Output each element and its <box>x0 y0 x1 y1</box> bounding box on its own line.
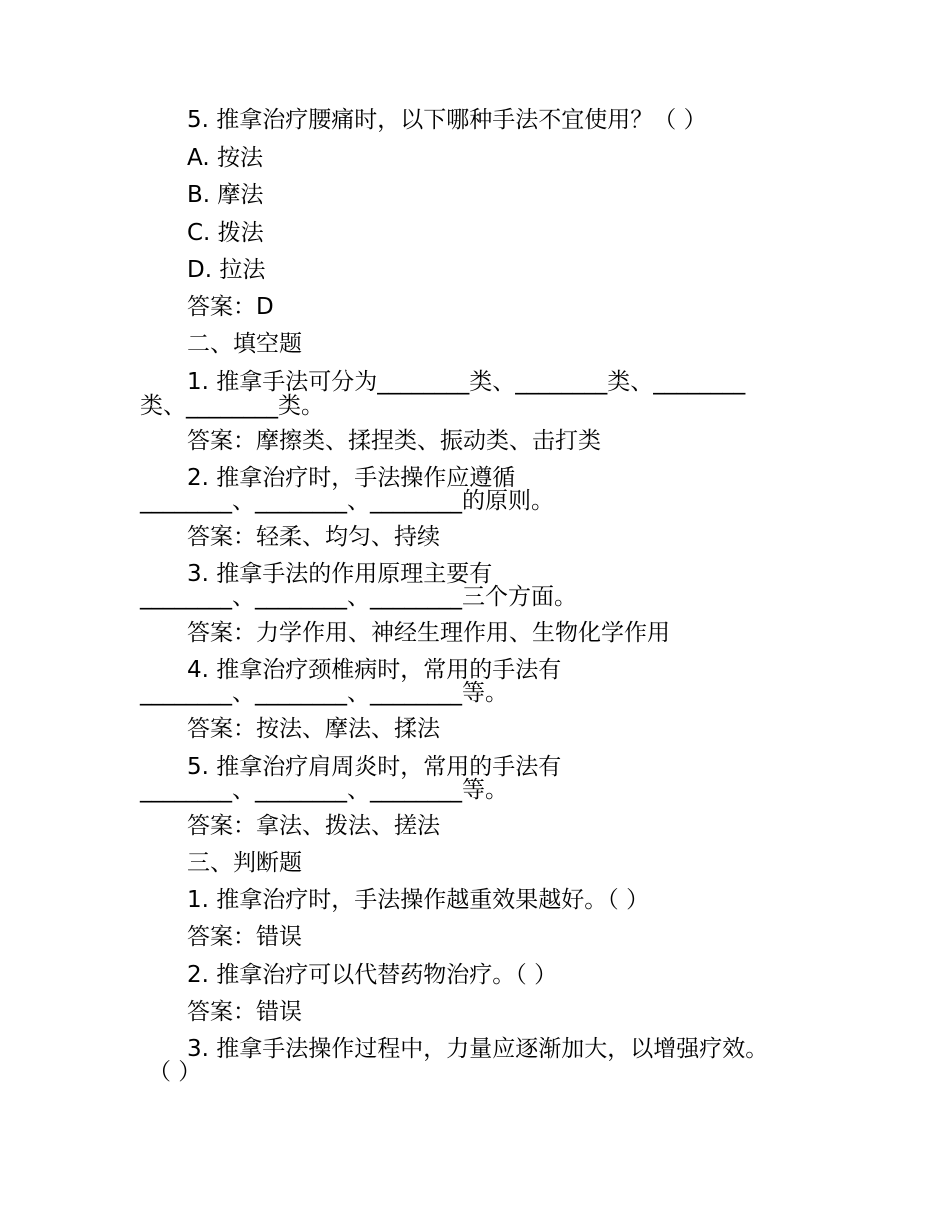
fill-answer-5: 答案：拿法、拨法、搓法 <box>187 813 440 839</box>
judge-answer-2: 答案：错误 <box>187 999 302 1025</box>
fill-question-5-line1: 5. 推拿治疗肩周炎时，常用的手法有 <box>187 754 562 780</box>
fill-question-2-line2: ________、________、________的原则。 <box>140 488 554 514</box>
judge-question-3-line2: （ ） <box>148 1059 202 1085</box>
fill-answer-3: 答案：力学作用、神经生理作用、生物化学作用 <box>187 620 670 646</box>
section-title-true-false: 三、判断题 <box>187 850 302 876</box>
judge-question-1: 1. 推拿治疗时，手法操作越重效果越好。（ ） <box>187 887 650 913</box>
option-d: D. 拉法 <box>187 257 266 283</box>
fill-question-3-line1: 3. 推拿手法的作用原理主要有 <box>187 561 493 587</box>
fill-question-4-line2: ________、________、________等。 <box>140 680 508 706</box>
fill-answer-4: 答案：按法、摩法、揉法 <box>187 716 440 742</box>
option-b: B. 摩法 <box>187 182 264 208</box>
fill-question-1-line1: 1. 推拿手法可分为________类、________类、________ <box>187 369 746 395</box>
fill-answer-1: 答案：摩擦类、揉捏类、振动类、击打类 <box>187 428 601 454</box>
option-a: A. 按法 <box>187 145 263 171</box>
fill-answer-2: 答案：轻柔、均匀、持续 <box>187 524 440 550</box>
section-title-fill-blank: 二、填空题 <box>187 331 302 357</box>
question-5-answer: 答案：D <box>187 294 274 320</box>
fill-question-3-line2: ________、________、________三个方面。 <box>140 584 577 610</box>
fill-question-4-line1: 4. 推拿治疗颈椎病时，常用的手法有 <box>187 657 562 683</box>
judge-question-3-line1: 3. 推拿手法操作过程中，力量应逐渐加大，以增强疗效。 <box>187 1036 769 1062</box>
fill-question-2-line1: 2. 推拿治疗时，手法操作应遵循 <box>187 465 516 491</box>
question-5: 5. 推拿治疗腰痛时，以下哪种手法不宜使用？（ ） <box>187 107 707 133</box>
fill-question-5-line2: ________、________、________等。 <box>140 777 508 803</box>
judge-answer-1: 答案：错误 <box>187 924 302 950</box>
fill-question-1-line2: 类、________类。 <box>140 393 324 419</box>
option-c: C. 拨法 <box>187 220 264 246</box>
judge-question-2: 2. 推拿治疗可以代替药物治疗。（ ） <box>187 962 558 988</box>
